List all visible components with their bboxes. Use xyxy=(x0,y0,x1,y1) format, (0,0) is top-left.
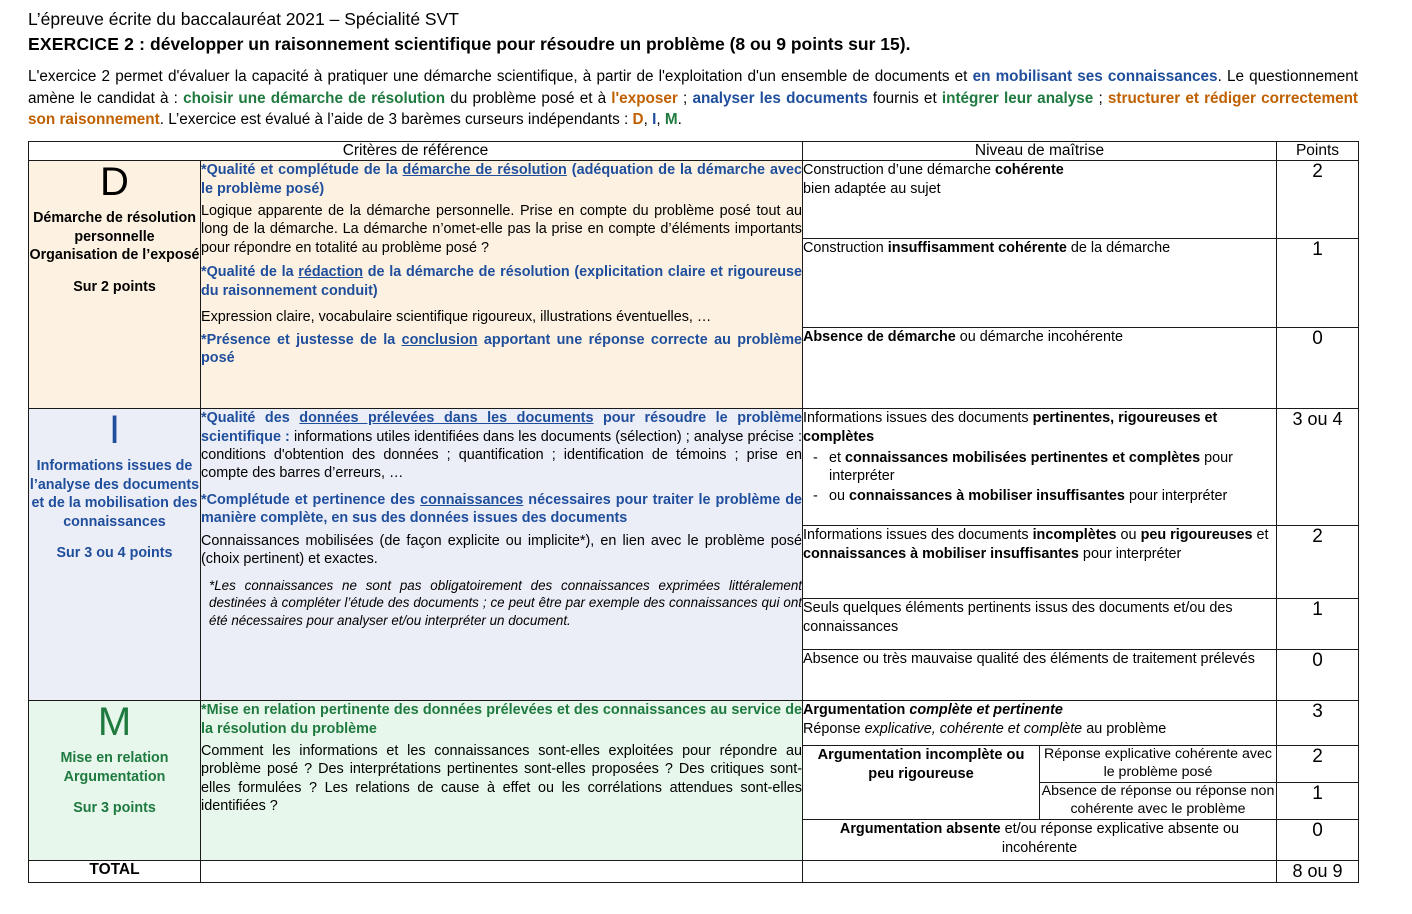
d-level-1-b: insuffisamment cohérente xyxy=(887,240,1067,257)
criterion-d-subtitle: Démarche de résolution personnelle Organisation de l’exposé xyxy=(29,210,200,264)
d-bullet-2 xyxy=(201,263,802,300)
d-points-table xyxy=(1277,161,1358,408)
d-b2-underline: rédaction xyxy=(298,264,364,281)
m-level-row-3 xyxy=(803,701,1276,746)
d-points-2: 2 xyxy=(1277,161,1358,239)
d-level-2-c: bien adaptée au sujet xyxy=(803,180,941,197)
intro-paragraph xyxy=(28,66,1358,131)
i-b34-2a: ou xyxy=(829,488,850,505)
i-points-row-1 xyxy=(1277,599,1358,650)
grid-header-row xyxy=(29,142,1359,161)
d-level-2-b: cohérente xyxy=(994,162,1064,179)
intro-t15: , xyxy=(643,111,653,129)
criterion-m-cell xyxy=(29,701,201,861)
grading-grid xyxy=(28,141,1359,883)
exercise-title: développer un raisonnement scientifique pour résoudre un problème (8 ou 9 points sur 15). xyxy=(150,33,911,54)
i-level-row-2 xyxy=(803,526,1276,599)
m-bullet-1 xyxy=(201,701,802,738)
i-points-1: 1 xyxy=(1277,599,1358,650)
m-b1-lead: *Mise en relation pertinente des données prélevées et des connaissances au service de la résolution du problème xyxy=(201,702,802,737)
document-subtitle: L’épreuve écrite du baccalauréat 2021 – Spécialité SVT xyxy=(28,9,459,29)
criterion-m-points xyxy=(1277,701,1359,861)
i-points-table xyxy=(1277,409,1358,700)
criterion-i-letter: I xyxy=(108,408,121,453)
criterion-i-levels xyxy=(803,409,1277,701)
i-level-34-a: Informations issues des documents xyxy=(803,410,1033,427)
i-points-row-2 xyxy=(1277,526,1358,599)
d-points-1: 1 xyxy=(1277,239,1358,328)
i-l2-c: ou xyxy=(1116,527,1141,544)
i-b34-1a: et xyxy=(829,449,845,466)
i-level-0-text: Absence ou très mauvaise qualité des éléments de traitement prélevés xyxy=(803,650,1276,701)
i-level-1-text: Seuls quelques éléments pertinents issus des documents et/ou des connaissances xyxy=(803,599,1276,650)
i-level-row-1 xyxy=(803,599,1276,650)
row-total xyxy=(29,861,1359,883)
i-bullet-1 xyxy=(201,409,802,483)
d-level-1-c: de la démarche xyxy=(1066,240,1171,257)
criterion-d-letter: D xyxy=(100,160,129,205)
intro-t17: , xyxy=(656,111,665,129)
i-b2-plain: Connaissances mobilisées (de façon explicite ou implicite*), en lien avec le problème posé (choix pertinent) et exactes. xyxy=(201,532,802,568)
d-b1-lead: *Qualité et complétude de la xyxy=(201,162,403,179)
intro-letter-d: D xyxy=(632,111,644,129)
m-points-2: 2 xyxy=(1277,746,1358,783)
d-b1-tail: (adéquation de la démarche avec le problème posé) xyxy=(201,162,802,197)
i-l2-a: Informations issues des documents xyxy=(803,527,1033,544)
i-points-2: 2 xyxy=(1277,526,1358,599)
d-level-0-c: ou démarche incohérente xyxy=(955,329,1123,346)
m-level-1-text: Absence de réponse ou réponse non cohérente avec le problème xyxy=(1040,783,1277,820)
i-b34-1b: connaissances mobilisées pertinentes et complètes xyxy=(845,449,1201,466)
i-b1-underline: données prélevées dans les documents xyxy=(299,410,594,427)
m-l3-1b: complète et pertinente xyxy=(909,702,1063,719)
i-l2-d: peu rigoureuses xyxy=(1140,527,1253,544)
i-b34-2b: connaissances à mobiliser insuffisantes xyxy=(849,488,1125,505)
m-l3-2b: explicative, cohérente et complète xyxy=(864,720,1083,737)
document-title xyxy=(28,32,1384,57)
m-b1-plain: Comment les informations et les connaissances sont-elles exploitées pour répondre au problème posé ? Des interprétations pertinentes sont-elles proposées ? Des critiques sont-elles formulées ? Les relations de cause à effet ou les corrélations attendues sont-elles identifiées ? xyxy=(201,743,802,815)
m-points-1: 1 xyxy=(1277,783,1358,820)
criterion-i-cell xyxy=(29,409,201,701)
criterion-m-subtitle: Mise en relation Argumentation xyxy=(60,750,169,785)
criterion-d-levels xyxy=(803,161,1277,409)
d-level-2-text xyxy=(803,161,1276,239)
m-points-table xyxy=(1277,701,1358,860)
i-b2-lead: *Complétude et pertinence des xyxy=(201,491,421,508)
intro-t3: . Le questionnement amène le candidat à : xyxy=(28,68,1358,107)
criterion-i-points xyxy=(1277,409,1359,701)
criterion-m-points-label: Sur 3 points xyxy=(73,800,156,817)
m-l3-2a: Réponse xyxy=(803,720,865,737)
i-b1-tail: pour résoudre le problème scientifique : xyxy=(201,410,802,445)
d-points-row-0 xyxy=(1277,328,1358,409)
i-b2-underline: connaissances xyxy=(420,491,524,508)
column-header-points: Points xyxy=(1277,142,1359,161)
intro-t2: en mobilisant ses connaissances xyxy=(972,68,1218,85)
m-l0-a: Argumentation absente xyxy=(839,821,1001,838)
m-l3-2c: au problème xyxy=(1082,720,1167,737)
total-points: 8 ou 9 xyxy=(1277,861,1359,883)
criterion-d-description xyxy=(201,161,803,409)
m-levels-table xyxy=(803,701,1276,860)
d-levels-table xyxy=(803,161,1276,408)
m-points-row-3 xyxy=(1277,701,1358,746)
i-level-row-0 xyxy=(803,650,1276,701)
d-level-0-b: Absence de démarche xyxy=(803,329,956,346)
i-level-34-text xyxy=(803,409,1276,526)
i-b2-tail: nécessaires pour traiter le problème de manière complète, en sus des données issues des documents xyxy=(201,491,803,527)
intro-t12: structurer et rédiger correctement son raisonnement xyxy=(28,89,1359,129)
i-points-row-0 xyxy=(1277,650,1358,701)
m-points-0: 0 xyxy=(1277,820,1358,861)
d-points-row-1 xyxy=(1277,239,1358,328)
d-b2-lead: *Qualité de la xyxy=(201,264,299,281)
intro-t8: analyser les documents xyxy=(692,89,868,107)
m-level-0-text xyxy=(803,820,1276,861)
criterion-d-points xyxy=(1277,161,1359,409)
m-points-row-2 xyxy=(1277,746,1358,783)
d-level-row-0 xyxy=(803,328,1276,409)
m-points-3: 3 xyxy=(1277,701,1358,746)
i-points-row-34 xyxy=(1277,409,1358,526)
i-levels-table xyxy=(803,409,1276,700)
i-level-34-bullets xyxy=(803,449,1276,506)
m-level-row-2 xyxy=(803,746,1276,783)
i-footnote: *Les connaissances ne sont pas obligatoirement des connaissances exprimées littéralement destinées à compléter l’étude des documents ; ce peut être par exemple des connaissances qui ont été nécessaires pour analyser et/ou interpréter un document. xyxy=(209,577,802,628)
m-l3-1a: Argumentation xyxy=(803,702,910,719)
m-level-2-text: Réponse explicative cohérente avec le problème posé xyxy=(1040,746,1277,783)
i-l2-f: connaissances à mobiliser insuffisantes xyxy=(803,545,1079,562)
m-points-row-0 xyxy=(1277,820,1358,861)
d-points-0: 0 xyxy=(1277,328,1358,409)
i-b1-lead: *Qualité des xyxy=(201,410,300,427)
d-b2-plain: Expression claire, vocabulaire scientifique rigoureux, illustrations éventuelles, … xyxy=(201,309,712,326)
m-level-mid-left: Argumentation incomplète ou peu rigoureuse xyxy=(803,746,1040,820)
d-level-0-text xyxy=(803,328,1276,409)
criterion-i-subtitle: Informations issues de l’analyse des documents et de la mobilisation des connaissances xyxy=(29,458,200,530)
intro-t1: L'exercice 2 permet d'évaluer la capacité à pratiquer une démarche scientifique, à partir de l'exploitation d'un ensemble de documents et xyxy=(28,68,973,85)
i-bullet-2 xyxy=(201,491,802,528)
m-l0-b: et/ou réponse explicative absente ou incohérente xyxy=(1000,821,1240,856)
total-spacer-2 xyxy=(803,861,1277,883)
intro-t10: intégrer leur analyse xyxy=(941,89,1094,107)
m-level-row-0 xyxy=(803,820,1276,861)
d-b3-lead: *Présence et justesse de la xyxy=(201,331,402,348)
d-level-1-text xyxy=(803,239,1276,328)
i-points-0: 0 xyxy=(1277,650,1358,701)
m-points-row-1 xyxy=(1277,783,1358,820)
exercise-label: EXERCICE 2 : xyxy=(28,33,146,54)
i-l2-b: incomplètes xyxy=(1032,527,1117,544)
d-level-1-a: Construction xyxy=(803,240,888,257)
d-bullet-3 xyxy=(201,331,802,368)
i-level-row-34 xyxy=(803,409,1276,526)
i-b1-plain: informations utiles identifiées dans les documents (sélection) ; analyse précise : conditions d'obtention des données ; quantification ; identification de témoins ; prise en compte des barres d’erreurs, … xyxy=(201,428,802,482)
i-b34-2c: pour interpréter xyxy=(1124,488,1228,505)
d-level-row-1 xyxy=(803,239,1276,328)
d-b1-plain: Logique apparente de la démarche personnelle. Prise en compte du problème posé tout au long de la démarche. La démarche n’omet-elle pas la prise en compte d’éléments importants pour répondre en totalité au problème posé ? xyxy=(201,203,802,256)
intro-t7: ; xyxy=(677,89,693,107)
d-points-row-2 xyxy=(1277,161,1358,239)
criterion-m-levels xyxy=(803,701,1277,861)
intro-t9: fournis et xyxy=(867,89,942,107)
i-level-2-text xyxy=(803,526,1276,599)
criterion-d-cell xyxy=(29,161,201,409)
d-b3-underline: conclusion xyxy=(401,331,478,348)
i-b34-1c: pour interpréter xyxy=(829,449,1233,485)
i-level-34-bullet-2 xyxy=(829,487,1276,505)
intro-t4: choisir une démarche de résolution xyxy=(183,89,446,107)
d-b2-tail: de la démarche de résolution (explicitation claire et rigoureuse du raisonnement conduit) xyxy=(201,264,803,299)
intro-t13: . L’exercice est évalué à l’aide de 3 barèmes curseurs indépendants : xyxy=(159,111,633,129)
column-header-criteria: Critères de référence xyxy=(29,142,803,161)
intro-t5: du problème posé et à xyxy=(445,89,612,107)
intro-t19: . xyxy=(677,111,682,129)
intro-letter-m: M xyxy=(664,111,678,129)
total-spacer-1 xyxy=(201,861,803,883)
d-bullet-1 xyxy=(201,161,802,198)
row-criterion-d xyxy=(29,161,1359,409)
i-level-34-bullet-1 xyxy=(829,449,1276,486)
intro-letter-i: I xyxy=(652,111,657,129)
intro-t6: l'exposer xyxy=(611,89,678,107)
criterion-i-points-label: Sur 3 ou 4 points xyxy=(56,545,173,562)
d-b1-underline: démarche de résolution xyxy=(402,162,567,179)
i-level-34-b: pertinentes, rigoureuses et complètes xyxy=(803,410,1218,445)
i-points-34: 3 ou 4 xyxy=(1277,409,1358,526)
m-level-3-text xyxy=(803,701,1276,746)
column-header-mastery: Niveau de maîtrise xyxy=(803,142,1277,161)
row-criterion-i xyxy=(29,409,1359,701)
intro-t11: ; xyxy=(1093,89,1108,107)
criterion-d-points-label: Sur 2 points xyxy=(73,278,156,295)
row-criterion-m xyxy=(29,701,1359,861)
total-label: TOTAL xyxy=(29,861,201,883)
d-b3-tail: apportant une réponse correcte au problème posé xyxy=(201,331,802,367)
i-l2-g: pour interpréter xyxy=(1078,545,1182,562)
criterion-i-description xyxy=(201,409,803,701)
i-l2-e: et xyxy=(1252,527,1269,544)
d-level-row-2 xyxy=(803,161,1276,239)
d-level-2-a: Construction d’une démarche xyxy=(803,162,995,179)
criterion-m-description xyxy=(201,701,803,861)
criterion-m-letter: M xyxy=(97,700,132,745)
